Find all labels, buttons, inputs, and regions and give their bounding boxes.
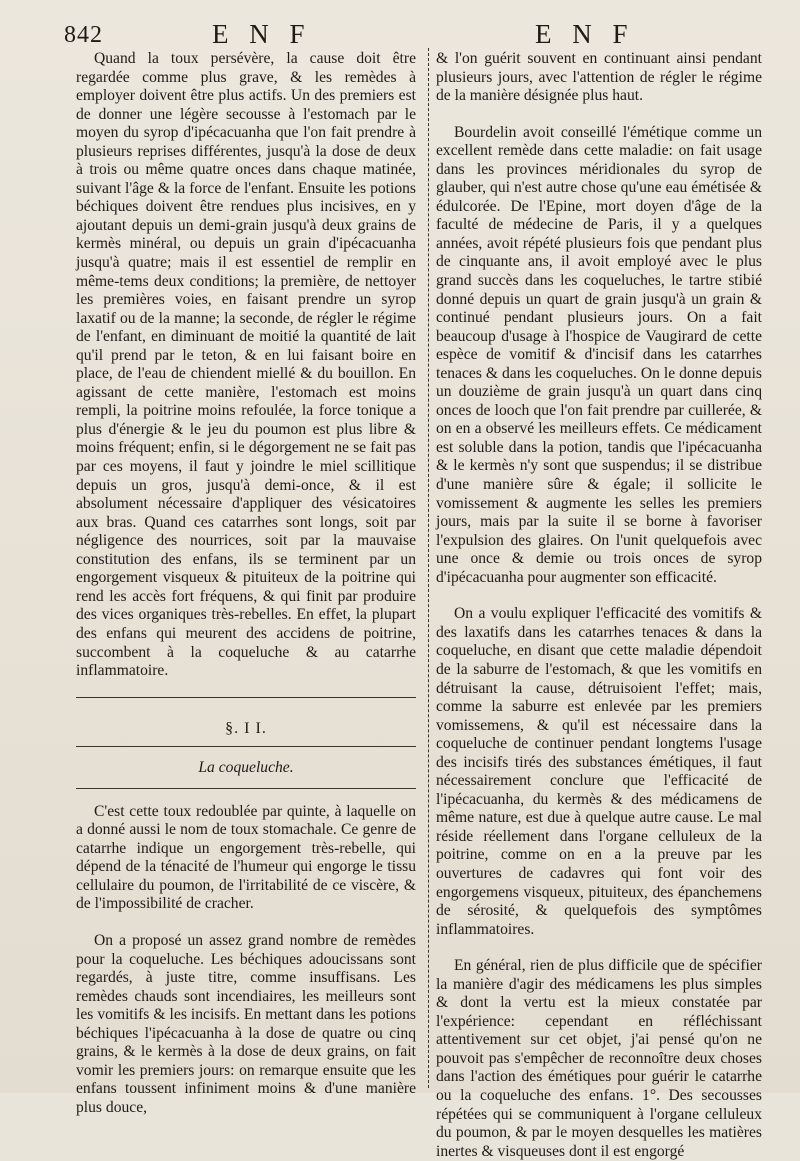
paragraph: En général, rien de plus difficile que de spécifier la manière d'agir des médicamens les plus simples & dont la vertu est la mieux constatée par l'expérience: cependant en réfléchissant attentivement sur cet objet, j'ai pensé qu'on ne pouvoit pas s'empêcher de reconnoître deux choses dans l'action des émétiques pour guérir le catarrhe ou la coqueluche des enfans. 1°. Des secousses répétées qui se communiquent à l'organe celluleux du poumon, & par le moyen desquelles les matières inertes & visqueuses dont il est engorgé bbox=[436, 957, 762, 1160]
section-number: §. I I. bbox=[225, 719, 267, 737]
left-column bbox=[76, 50, 416, 1117]
paragraph: C'est cette toux redoublée par quinte, à laquelle on a donné aussi le nom de toux stomachale. Ce genre de catarrhe indique un engorgement très-rebelle, qui dépend de la ténacité de l'humeur qui engorge le tissu cellulaire du poumon, de l'irritabilité de ce viscère, & de l'impossibilité de cracher. bbox=[76, 802, 416, 913]
right-column bbox=[436, 50, 762, 1161]
page-number: 842 bbox=[64, 22, 103, 48]
paragraph: On a proposé un assez grand nombre de remèdes pour la coqueluche. Les béchiques adoucissans sont regardés, à juste titre, comme insuffisans. Les remèdes chauds sont incendiaires, les meilleurs sont les vomitifs & les incisifs. En mettant dans les potions béchiques l'ipécacuanha à la dose de quatre ou cinq grains, & le kermès à la dose de deux grains, on fait vomir les premiers jours: on remarque ensuite que les enfans toussent infiniment moins & d'une manière plus douce, bbox=[76, 931, 416, 1116]
paragraph: Bourdelin avoit conseillé l'émétique comme un excellent remède dans cette maladie: on fait usage dans les provinces méridionales du syrop de glauber, qui n'est autre chose qu'une eau émétisée & édulcorée. De l'Epine, mort doyen d'âge de la faculté de médecine de Paris, il y a quelques années, avoit répété plusieurs fois que pendant plus de cinquante ans, il avoit employé avec le plus grand succès dans les coqueluches, le tartre stibié donné depuis un quart de grain jusqu'à un grain & continué pendant plusieurs jours. On a fait beaucoup d'usage à l'hospice de Vaugirard de cette espèce de vomitif & d'incisif dans les catarrhes tenaces & dans les coqueluches. On le donne depuis un douzième de grain jusqu'à un quart dans cinq onces de looch que l'on fait prendre par cuillerée, & on en a observé les meilleurs effets. Ce médicament est soluble dans la potion, tandis que l'ipécacuanha & le kermès n'y sont que suspendus; il se distribue d'une manière sûre & égale; il sollicite le vomissement & augmente les selles les premiers jours, mais par la suite il se borne à favoriser l'expulsion des glaires. On l'unit quelquefois avec une once & demie ou trois onces de syrop d'ipécacuanha pour augmenter son efficacité. bbox=[436, 123, 762, 586]
column-divider bbox=[428, 48, 429, 1088]
paragraph: & l'on guérit souvent en continuant ainsi pendant plusieurs jours, avec l'attention de régler le régime de la manière désignée plus haut. bbox=[436, 50, 762, 105]
section-rule-bottom bbox=[76, 788, 416, 789]
section-rule-middle bbox=[76, 746, 416, 747]
section-rule-top bbox=[76, 697, 416, 698]
paragraph: On a voulu expliquer l'efficacité des vomitifs & des laxatifs dans les catarrhes tenaces & dans la coqueluche, en disant que cette maladie dépendoit de la saburre de l'estomach, & que les vomitifs en détruisant la cause, détruisoient l'effet; mais, comme la saburre est enlevée par les premiers vomissemens, & qu'il est nécessaire dans la coqueluche de continuer pendant longtems l'usage des incisifs tirés des substances émétiques, il faut nécessairement conclure que l'efficacité de l'ipécacuanha, du kermès & des médicamens de même nature, est due à quelque autre cause. Le mal réside réellement dans l'organe celluleux de la poitrine, comme on en a la preuve par les ouvertures de cadavres qui font voir des engorgemens visqueux, pituiteux, des épanchemens de sérosité, & quelquefois des symptômes inflammatoires. bbox=[436, 605, 762, 938]
page-header bbox=[0, 14, 800, 48]
running-head-right: E N F bbox=[535, 19, 635, 49]
section-title: La coqueluche. bbox=[198, 759, 294, 777]
paragraph: Quand la toux persévère, la cause doit être regardée comme plus grave, & les remèdes à employer doivent être plus actifs. Un des premiers est de donner une légère secousse à l'estomach par le moyen du syrop d'ipécacuanha que l'on fait prendre à plusieurs reprises différentes, jusqu'à la dose de deux à trois ou même quatre onces dans chaque matinée, suivant l'âge & la force de l'enfant. Ensuite les potions béchiques doivent être rendues plus incisives, en y ajoutant depuis un demi-grain jusqu'à deux grains de kermès minéral, ou depuis un grain d'ipécacuanha jusqu'à quatre; mais il est essentiel de remplir en même-tems deux conditions; la première, de nettoyer les premières voies, en faisant prendre un syrop laxatif ou de la manne; la seconde, de régler le régime de l'enfant, en diminuant de moitié la quantité de lait qu'il prend par le teton, & en lui faisant boire en place, de l'eau de chiendent miellé & du bouillon. En agissant de cette manière, l'estomach est moins rempli, la poitrine moins refoulée, la force tonique a plus d'énergie & le jeu du poumon est plus libre & moins fréquent; enfin, si le dégorgement ne se fait pas par ces moyens, il faut y joindre le miel scillitique depuis un gros, jusqu'à demi-once, & il est absolument nécessaire d'appliquer des vésicatoires aux bras. Quand ces catarrhes sont longs, soit par négligence des nourrices, soit par la mauvaise constitution des enfans, ils se terminent par un engorgement visqueux & pituiteux de la poitrine qui rend les accès fort fréquens, & qui finit par produire des vices organiques très-rebelles. En effet, la plupart des enfans qui meurent des accidens de poitrine, succombent à la coqueluche & au catarrhe inflammatoire. bbox=[76, 50, 416, 680]
running-head-left: E N F bbox=[212, 19, 312, 49]
